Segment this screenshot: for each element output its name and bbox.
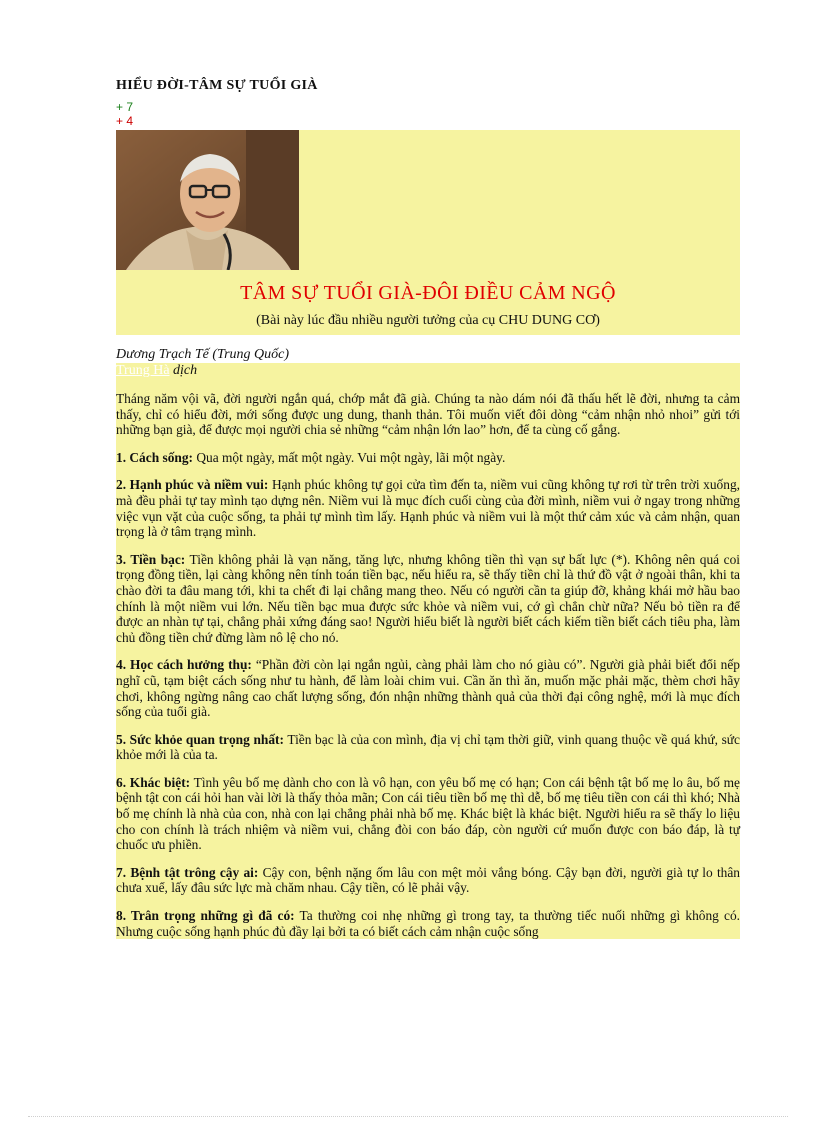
- portrait-image: [116, 130, 299, 270]
- section-heading: 1. Cách sống:: [116, 449, 194, 465]
- section-heading: 3. Tiền bạc:: [116, 551, 186, 567]
- section-text: Ta thường coi nhẹ những gì trong tay, ta thường tiếc nuối những gì không có. Nhưng cuộc sống hạnh phúc đủ đầy lại bởi ta có biết cách cảm nhận cuộc sống: [116, 908, 740, 939]
- section-paragraph: [116, 465, 740, 539]
- section-paragraph: [116, 540, 740, 646]
- section-text: Tiền bạc là của con mình, địa vị chỉ tạm thời giữ, vinh quang thuộc về quá khứ, sức khỏe mới là của ta.: [116, 731, 740, 763]
- author-photo: [116, 130, 299, 270]
- section-heading: 7. Bệnh tật trông cậy ai:: [116, 864, 259, 880]
- article-body: [116, 363, 740, 939]
- section-heading: 6. Khác biệt:: [116, 774, 191, 790]
- page-bottom-divider: [28, 1116, 788, 1117]
- section-paragraph: [116, 720, 740, 763]
- translator-suffix: dịch: [169, 363, 198, 378]
- hero-title: TÂM SỰ TUỔI GIÀ-ĐÔI ĐIỀU CẢM NGỘ: [240, 282, 616, 304]
- section-paragraph: [116, 896, 740, 939]
- section-text: Cậy con, bệnh nặng ốm lâu con mệt mỏi vắng bóng. Cậy bạn đời, người già tự lo thân chưa xuể, lấy đâu sức lực mà chăm nhau. Cậy tiền, có lẽ phải vậy.: [116, 864, 740, 896]
- intro-paragraph: Tháng năm vội vã, đời người ngắn quá, chớp mắt đã già. Chúng ta nào dám nói đã thấu hết lẽ đời, nhưng ta cảm thấy, chỉ có hiểu đời, mới sống được ung dung, thanh thản. Tôi muốn viết đôi dòng “cảm nhận nhỏ nhoi” gửi tới những bạn già, để được mọi người chia sẻ những “cảm nhận lớn lao” hơn, để ta cùng cố gắng.: [116, 391, 740, 438]
- section-paragraph: [116, 645, 740, 719]
- section-heading: 4. Học cách hưởng thụ:: [116, 657, 252, 673]
- translator-link[interactable]: Trung Hà: [116, 363, 170, 378]
- section-text: Qua một ngày, mất một ngày. Vui một ngày, lãi một ngày.: [193, 449, 506, 465]
- section-paragraph: [116, 438, 740, 466]
- section-heading: 2. Hạnh phúc và niềm vui:: [116, 477, 269, 493]
- author-line: Dương Trạch Tế (Trung Quốc): [116, 347, 290, 362]
- section-text: Tình yêu bố mẹ dành cho con là vô hạn, con yêu bố mẹ có hạn; Con cái bệnh tật bố mẹ lo âu, bố mẹ bệnh tật con cái hỏi han vài lời là thấy thỏa mãn; Con cái tiêu tiền bố mẹ thì dễ, bố mẹ tiêu tiền con cái thì khó; Nhà bố mẹ chính là nhà của con, nhà con lại chẳng phải nhà bố mẹ. Khác biệt là khác biệt. Người hiểu ra sẽ thấy lo liệu cho con chính là trách nhiệm và niềm vui, chẳng đòi con báo đáp, còn người cứ muốn được con báo đáp, là tự chuốc ưu phiền.: [116, 774, 740, 853]
- section-text: “Phần đời còn lại ngắn ngủi, càng phải làm cho nó giàu có”. Người già phải biết đổi nếp nghĩ cũ, tạm biệt cách sống như tu hành, để làm loài chim vui. Cần ăn thì ăn, muốn mặc phải mặc, thèm chơi hãy chơi, không ngừng nâng cao chất lượng sống, đón nhận những thành quả của thời đại công nghệ, mới là mục đích sống của tuổi già.: [116, 657, 741, 720]
- section-paragraph: [116, 763, 740, 853]
- section-heading: 8. Trân trọng những gì đã có:: [116, 908, 295, 924]
- vote-up-count[interactable]: + 7: [116, 100, 134, 114]
- vote-down-count[interactable]: + 4: [116, 114, 134, 128]
- page-title: HIỂU ĐỜI-TÂM SỰ TUỔI GIÀ: [116, 78, 318, 93]
- hero-block: [116, 130, 740, 335]
- section-heading: 5. Sức khỏe quan trọng nhất:: [116, 731, 284, 747]
- section-text: Tiền không phải là vạn năng, tăng lực, nhưng không tiền thì vạn sự bất lực (*). Không nên quá coi trọng đồng tiền, lại càng không nên tính toán tiền bạc, nếu hiểu ra, sẽ thấy tiền chỉ là thứ đồ vật ở ngoài thân, khi ta chào đời ta đâu mang tới, khi ta chết đi lại chẳng mang theo. Nếu có người cần ta giúp đỡ, khảng khái mở hầu bao chính là một niềm vui lớn. Nếu tiền bạc mua được sức khỏe và niềm vui, cớ gì chẳn chừ nữa? Nếu bỏ tiền ra để được an nhàn tự tại, chẳng phải xứng đáng sao! Người hiểu biết là người biết cách kiếm tiền biết cách tiêu pha, làm chủ đồng tiền chứ đừng làm nô lệ cho nó.: [116, 551, 741, 645]
- section-text: Hạnh phúc không tự gọi cửa tìm đến ta, niềm vui cũng không tự rơi từ trên trời xuống, mà đều phải tự tay mình tạo dựng nên. Niềm vui là mục đích cuối cùng của đời mình, niềm vui ở ngay trong những việc vụn vặt của cuộc sống, ta phải tự mình tìm lấy. Hạnh phúc và niềm vui là một thứ cảm xúc và cảm nhận, quan trọng là ở tâm trạng mình.: [116, 477, 740, 540]
- hero-subtitle: (Bài này lúc đầu nhiều người tưởng của cụ CHU DUNG CƠ): [256, 313, 600, 328]
- section-paragraph: [116, 853, 740, 896]
- document-page: [116, 78, 740, 939]
- translator-line: [116, 363, 740, 379]
